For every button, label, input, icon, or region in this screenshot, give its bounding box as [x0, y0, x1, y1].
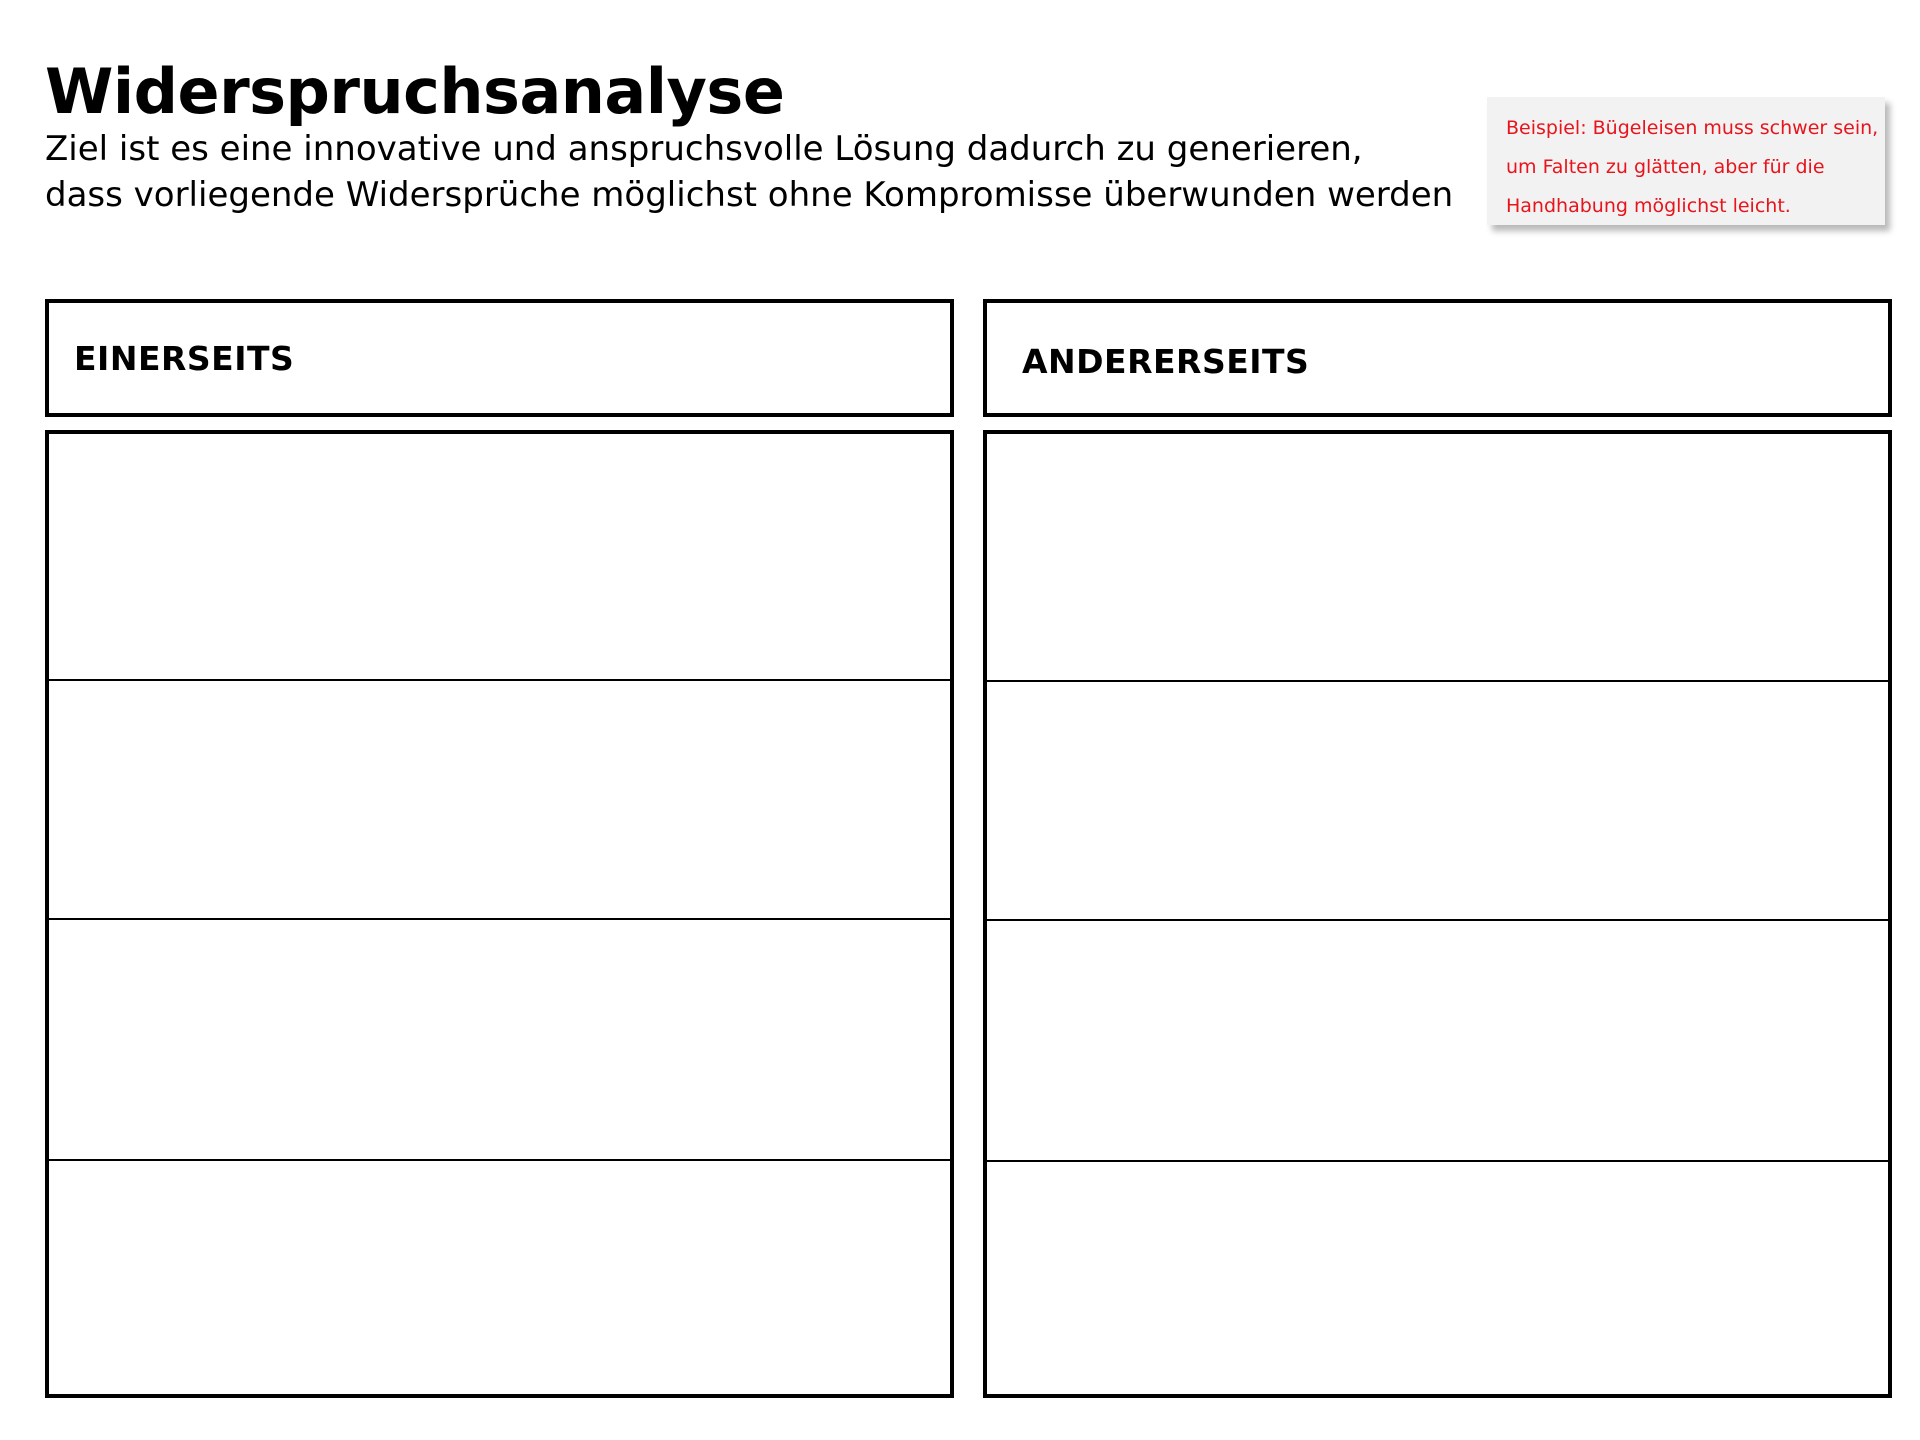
einerseits-input-area[interactable] — [45, 430, 954, 1398]
andererseits-row-divider — [987, 919, 1888, 921]
einerseits-row-divider — [49, 1159, 950, 1161]
example-note — [1487, 97, 1885, 225]
subtitle-line-1: Ziel ist es eine innovative und anspruchsvolle Lösung dadurch zu generieren, — [45, 129, 1363, 169]
page-title: Widerspruchsanalyse — [45, 55, 785, 128]
einerseits-header-label: EINERSEITS — [74, 339, 295, 378]
andererseits-input-area[interactable] — [983, 430, 1892, 1398]
andererseits-header-label: ANDERERSEITS — [1022, 342, 1310, 381]
subtitle-line-2: dass vorliegende Widersprüche möglichst ohne Kompromisse überwunden werden — [45, 175, 1454, 215]
andererseits-header — [983, 299, 1892, 417]
page-subtitle — [45, 126, 1453, 218]
einerseits-row-divider — [49, 679, 950, 681]
andererseits-row-divider — [987, 1160, 1888, 1162]
einerseits-header — [45, 299, 954, 417]
example-note-line-1: Beispiel: Bügeleisen muss schwer sein, — [1506, 117, 1879, 139]
example-note-line-3: Handhabung möglichst leicht. — [1506, 195, 1791, 217]
einerseits-row-divider — [49, 918, 950, 920]
andererseits-row-divider — [987, 680, 1888, 682]
example-note-line-2: um Falten zu glätten, aber für die — [1506, 156, 1825, 178]
